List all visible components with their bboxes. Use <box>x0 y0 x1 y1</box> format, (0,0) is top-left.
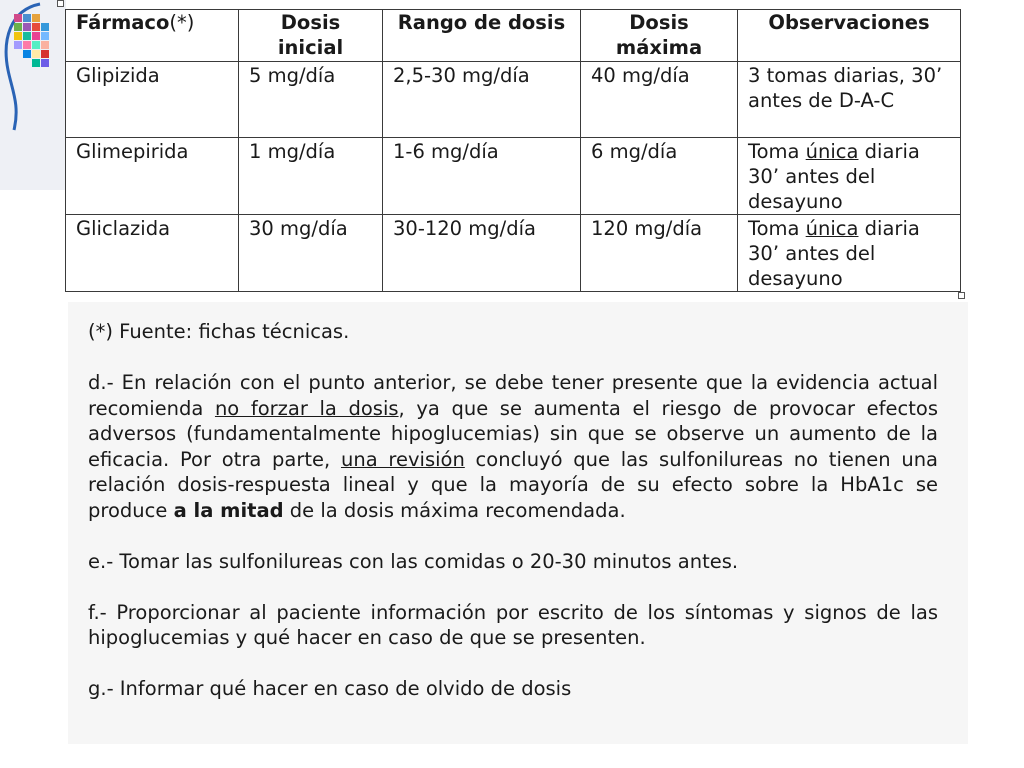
cell-rango: 1-6 mg/día <box>383 138 581 215</box>
cell-maxima: 120 mg/día <box>581 215 738 292</box>
cell-dosis-inicial: 5 mg/día <box>239 62 383 138</box>
source-note: (*) Fuente: fichas técnicas. <box>88 320 350 343</box>
table-row <box>66 215 961 292</box>
cell-dosis-inicial: 1 mg/día <box>239 138 383 215</box>
link-no-forzar-la-dosis: no forzar la dosis <box>214 396 399 420</box>
cell-farmaco: Gliclazida <box>66 215 239 292</box>
cell-observaciones: Toma única diaria 30’ antes del desayuno <box>738 138 961 215</box>
table-header-row <box>66 10 961 62</box>
cell-farmaco: Glipizida <box>66 62 239 138</box>
cell-rango: 30-120 mg/día <box>383 215 581 292</box>
paragraph-d: d.- En relación con el punto anterior, se debe tener presente que la evidencia actual recomienda no forzar la dosis, ya que se aumenta el riesgo de provocar efectos adversos (fundamentalmente hipoglucemias) sin que se observe un aumento de la eficacia. Por otra parte, una revisión concluyó que las sulfonilureas no tienen una relación dosis-respuesta lineal y que la mayoría de su efecto sobre la HbA1c se produce a la mitad de la dosis máxima recomendada. <box>88 371 938 522</box>
paragraph-f: f.- Proporcionar al paciente información por escrito de los síntomas y signos de las hipoglucemias y qué hacer en caso de que se presenten. <box>88 600 938 649</box>
cell-dosis-inicial: 30 mg/día <box>239 215 383 292</box>
cell-maxima: 6 mg/día <box>581 138 738 215</box>
table-row <box>66 62 961 138</box>
cell-maxima: 40 mg/día <box>581 62 738 138</box>
cell-observaciones: 3 tomas diarias, 30’ antes de D-A-C <box>738 62 961 138</box>
header-dosis-maxima: Dosis máxima <box>581 10 738 62</box>
table-row <box>66 138 961 215</box>
header-dosis-inicial: Dosis inicial <box>239 10 383 62</box>
header-rango-dosis: Rango de dosis <box>383 10 581 62</box>
drug-dosage-table <box>65 9 961 292</box>
paragraph-e: e.- Tomar las sulfonilureas con las comidas o 20-30 minutos antes. <box>88 549 739 573</box>
cell-rango: 2,5-30 mg/día <box>383 62 581 138</box>
cell-observaciones: Toma única diaria 30’ antes del desayuno <box>738 215 961 292</box>
header-farmaco: Fármaco(*) <box>66 10 239 62</box>
logo-icon <box>0 0 66 190</box>
cell-farmaco: Glimepirida <box>66 138 239 215</box>
link-una-revision: una revisión <box>340 447 465 471</box>
paragraph-g: g.- Informar qué hacer en caso de olvido de dosis <box>88 677 572 700</box>
header-observaciones: Observaciones <box>738 10 961 62</box>
table-resize-handle[interactable] <box>958 292 965 299</box>
body-text-block <box>68 302 968 744</box>
table-move-handle[interactable] <box>57 0 64 7</box>
